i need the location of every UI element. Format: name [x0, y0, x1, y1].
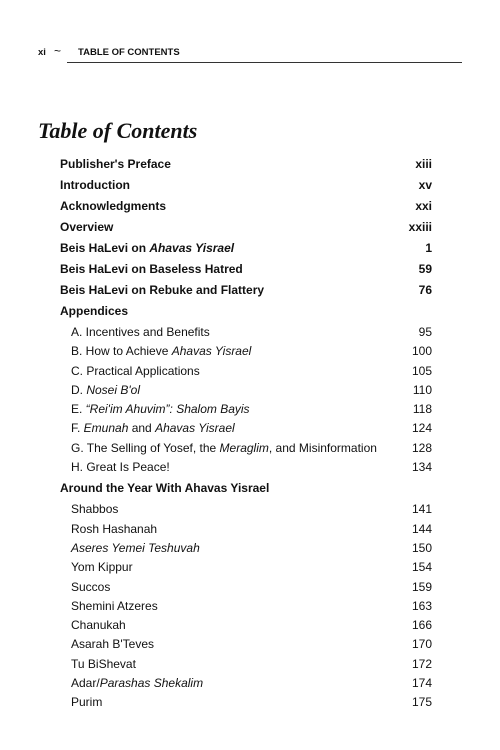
- toc-label: Chanukah: [71, 618, 126, 633]
- toc-page: 163: [411, 598, 432, 613]
- toc-page: 105: [411, 363, 432, 378]
- toc-page: xxiii: [408, 220, 432, 234]
- toc-page: 166: [411, 618, 432, 633]
- toc-entry[interactable]: [60, 178, 432, 199]
- toc-page: 128: [411, 440, 432, 455]
- toc-label: D. Nosei B'ol: [71, 382, 140, 397]
- toc-subentry[interactable]: [60, 441, 432, 460]
- toc-subentry[interactable]: [60, 618, 432, 637]
- toc-subentry[interactable]: [60, 676, 432, 695]
- toc-label: B. How to Achieve Ahavas Yisrael: [71, 344, 252, 359]
- toc-label: Yom Kippur: [71, 560, 133, 575]
- toc-label: Shabbos: [71, 502, 119, 517]
- toc-label: Beis HaLevi on Ahavas Yisrael: [60, 241, 235, 255]
- toc-subentry[interactable]: [60, 344, 432, 363]
- toc-subentry[interactable]: [60, 402, 432, 421]
- toc-page: 59: [418, 262, 432, 276]
- running-head-page-number: xi: [38, 47, 46, 58]
- toc-page: 124: [411, 421, 432, 436]
- toc-label: G. The Selling of Yosef, the Meraglim, and Misinformation: [71, 440, 377, 455]
- toc-label: H. Great Is Peace!: [71, 460, 170, 475]
- toc-subentry[interactable]: [60, 657, 432, 676]
- running-head-title: TABLE OF CONTENTS: [78, 47, 180, 58]
- toc-page: 110: [412, 382, 432, 397]
- toc-label: Acknowledgments: [60, 199, 167, 213]
- toc-subentry[interactable]: [60, 383, 432, 402]
- toc-page: 118: [412, 402, 432, 417]
- toc-subentry[interactable]: [60, 599, 432, 618]
- toc-entry[interactable]: [60, 241, 432, 262]
- toc-section-heading: Around the Year With Ahavas Yisrael: [60, 481, 270, 496]
- toc-page: 150: [411, 540, 432, 555]
- toc-subentry[interactable]: [60, 560, 432, 579]
- toc-label: C. Practical Applications: [71, 363, 200, 378]
- toc-label: F. Emunah and Ahavas Yisrael: [71, 421, 235, 436]
- toc-subentry[interactable]: [60, 522, 432, 541]
- toc-page: 134: [411, 460, 432, 475]
- toc-label: Purim: [71, 695, 103, 710]
- toc-label: Aseres Yemei Teshuvah: [71, 540, 200, 555]
- toc-subentry[interactable]: [60, 421, 432, 440]
- toc-label: Tu BiShevat: [71, 656, 136, 671]
- toc-page: 175: [411, 695, 432, 710]
- header-rule: [67, 62, 462, 63]
- toc-entry[interactable]: [60, 262, 432, 283]
- ornament-icon: ~: [54, 44, 62, 58]
- toc-label: E. “Rei'im Ahuvim”: Shalom Bayis: [71, 402, 250, 417]
- toc-section-heading: Appendices: [60, 304, 129, 318]
- toc-subentry[interactable]: [60, 637, 432, 656]
- toc-page: 95: [418, 325, 432, 339]
- toc-subentry[interactable]: [60, 695, 432, 714]
- toc-page: xiii: [415, 157, 432, 171]
- toc-list: [60, 157, 432, 715]
- toc-label: Beis HaLevi on Baseless Hatred: [60, 262, 243, 276]
- toc-page: 159: [411, 579, 432, 594]
- toc-label: A. Incentives and Benefits: [71, 325, 210, 339]
- toc-page: 172: [411, 656, 432, 671]
- toc-entry[interactable]: [60, 283, 432, 304]
- toc-page: xv: [418, 178, 432, 192]
- running-head: [38, 44, 180, 58]
- toc-entry[interactable]: [60, 220, 432, 241]
- toc-label: Publisher's Preface: [60, 157, 171, 171]
- toc-page: 144: [411, 521, 432, 536]
- toc-page: 76: [418, 283, 432, 297]
- toc-label: Beis HaLevi on Rebuke and Flattery: [60, 283, 265, 297]
- toc-subentry[interactable]: [60, 364, 432, 383]
- toc-page: 170: [411, 637, 432, 652]
- page-title: Table of Contents: [38, 118, 198, 143]
- toc-subentry[interactable]: [60, 502, 432, 521]
- toc-page: 174: [411, 676, 432, 691]
- toc-subentry[interactable]: [60, 460, 432, 479]
- toc-page: 100: [411, 344, 432, 359]
- toc-subentry[interactable]: [60, 541, 432, 560]
- toc-entry[interactable]: [60, 157, 432, 178]
- toc-label: Overview: [60, 220, 114, 234]
- toc-label: Rosh Hashanah: [71, 521, 158, 536]
- toc-label: Asarah B'Teves: [71, 637, 154, 652]
- toc-subentry[interactable]: [60, 580, 432, 599]
- toc-label: Shemini Atzeres: [71, 598, 158, 613]
- toc-page: 154: [411, 560, 432, 575]
- toc-label: Adar/Parashas Shekalim: [71, 676, 204, 691]
- toc-label: Introduction: [60, 178, 130, 192]
- toc-page: xxi: [415, 199, 432, 213]
- toc-entry[interactable]: [60, 199, 432, 220]
- toc-label: Succos: [71, 579, 111, 594]
- toc-page: 1: [425, 241, 432, 255]
- toc-subentry[interactable]: [60, 325, 432, 344]
- toc-page: 141: [411, 502, 432, 517]
